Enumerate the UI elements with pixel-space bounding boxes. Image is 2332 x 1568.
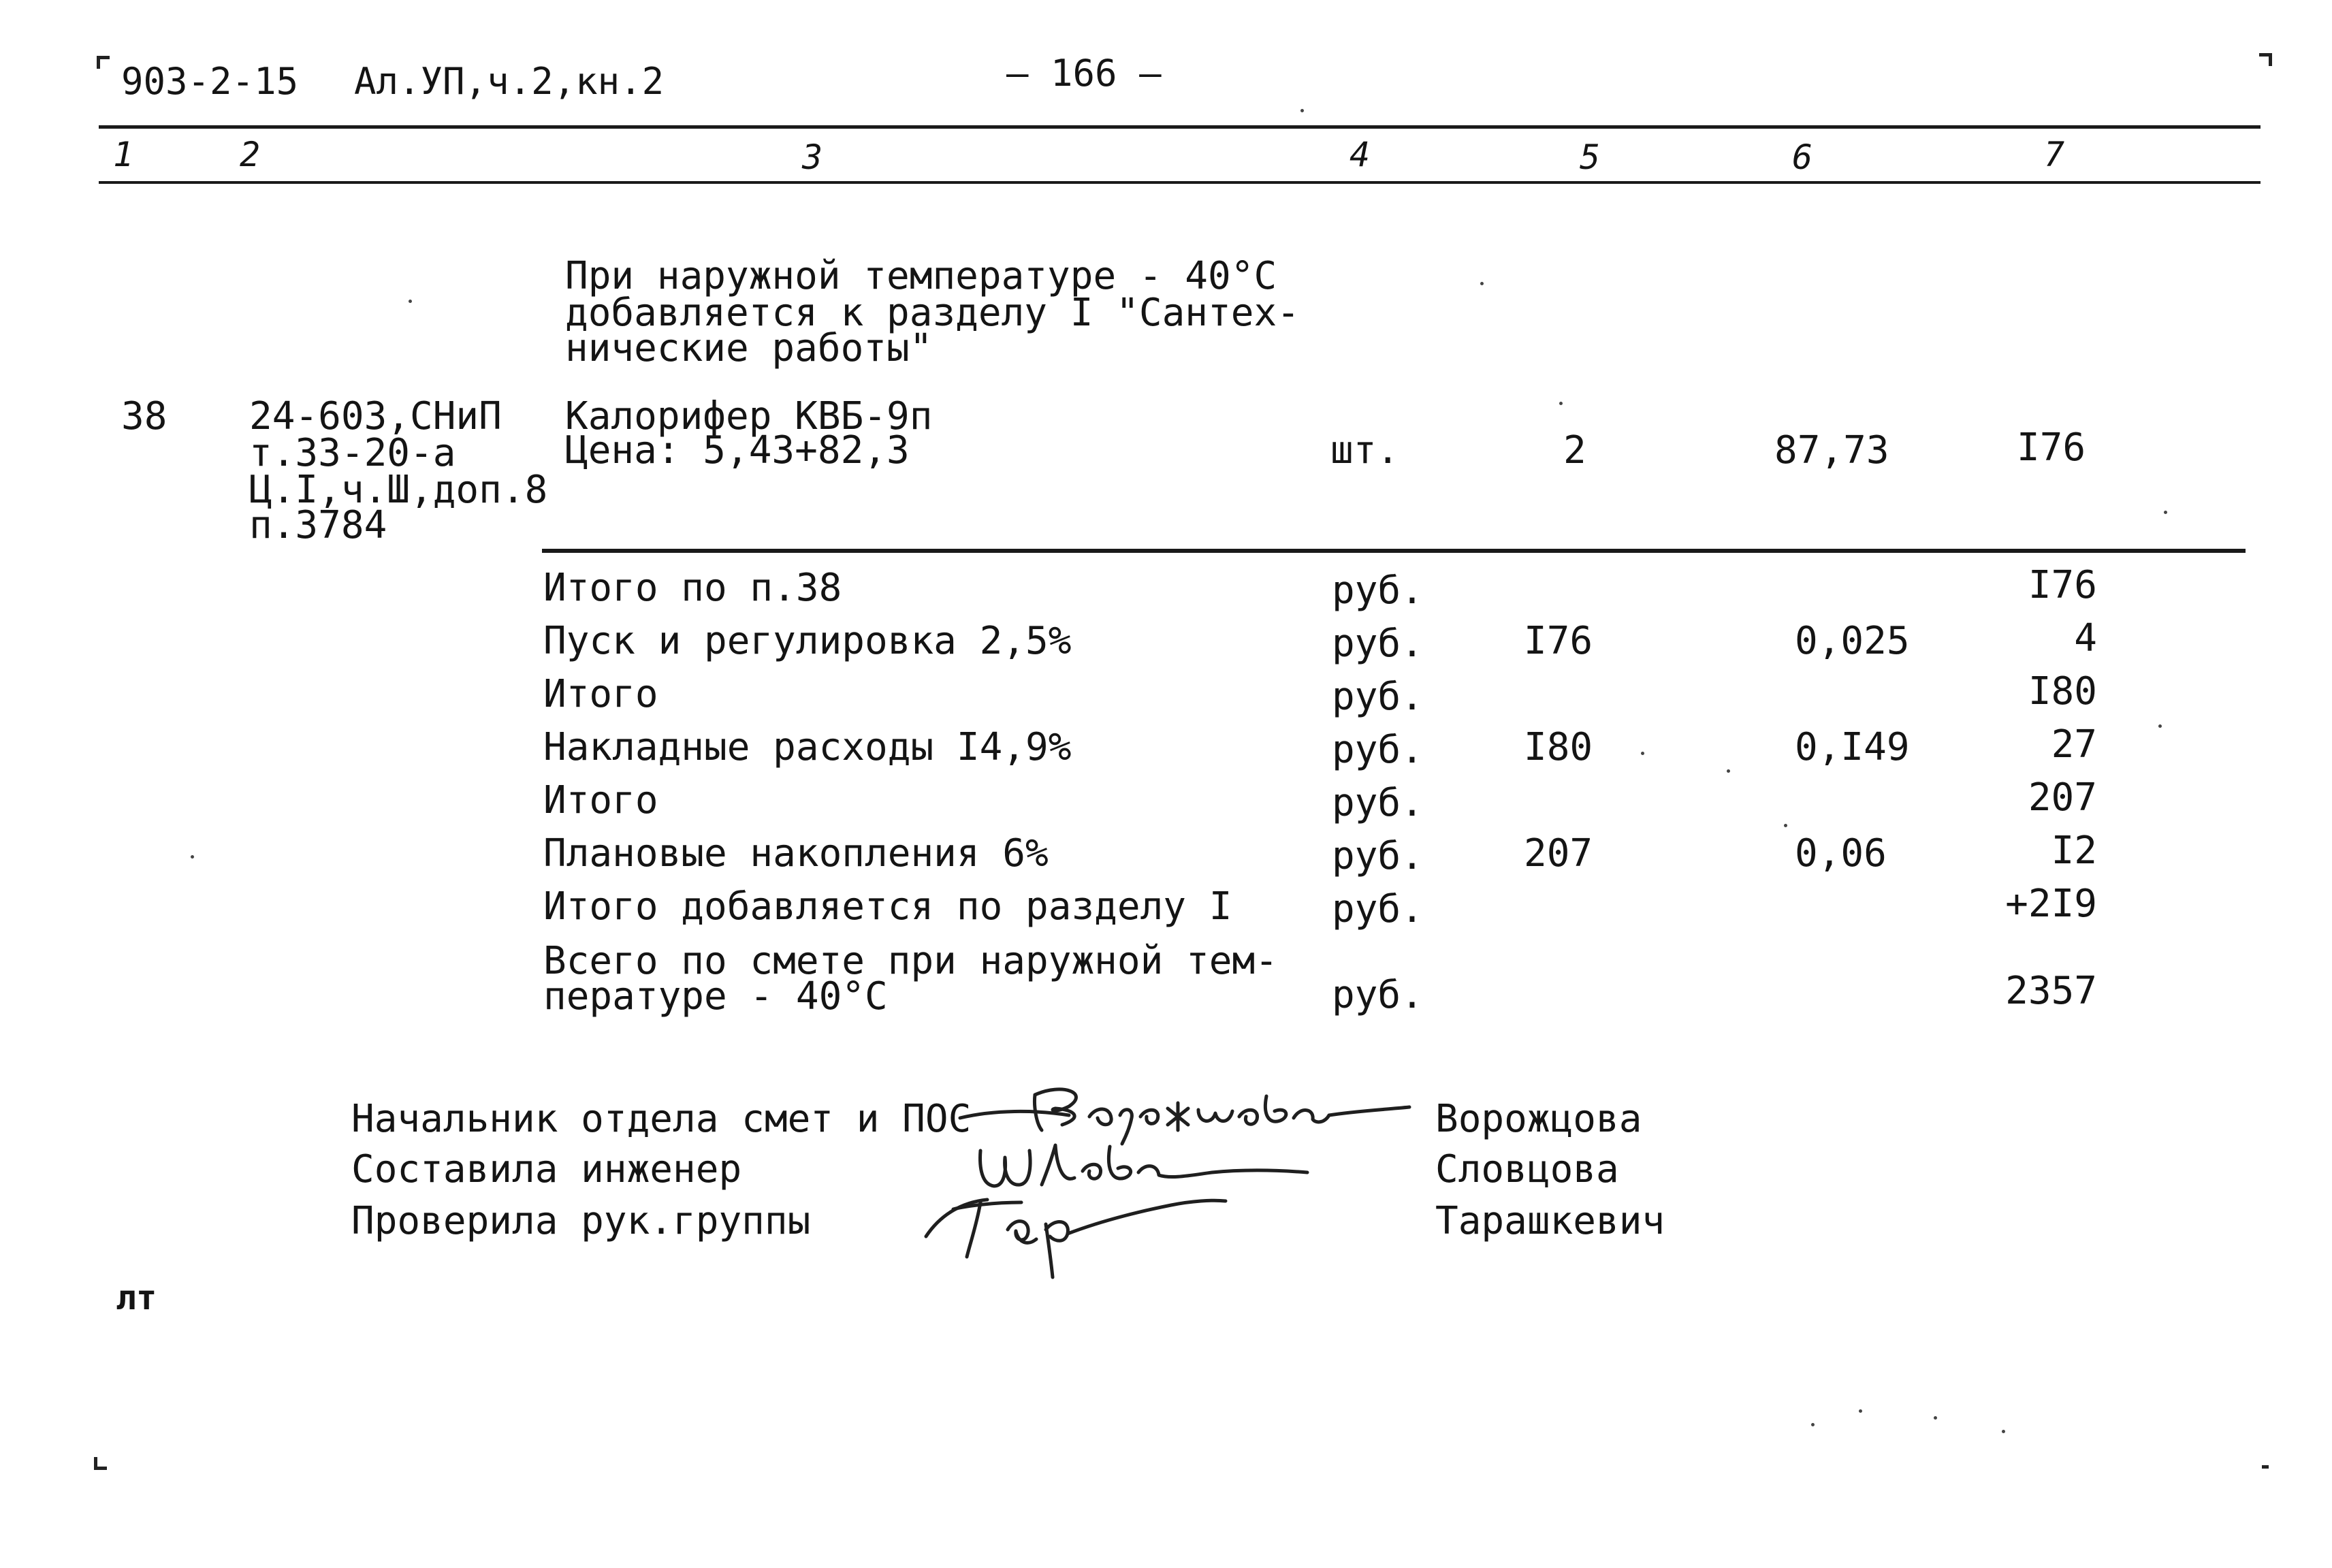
scan-speck <box>1641 752 1644 755</box>
scan-speck <box>1859 1409 1862 1413</box>
scan-speck <box>2158 724 2162 728</box>
summary-total: +2I9 <box>2005 882 2097 926</box>
summary-unit: руб. <box>1332 675 1424 719</box>
item-ref-line: п.3784 <box>249 503 387 547</box>
scan-speck <box>1811 1423 1815 1426</box>
column-number-1: 1 <box>113 135 134 174</box>
item-ref-line: 24-603,СНиП <box>249 394 502 438</box>
item-number: 38 <box>121 394 167 438</box>
grand-total-value: 2357 <box>2005 969 2097 1013</box>
note-line: нические работы" <box>565 326 933 370</box>
signature-name: Тарашкевич <box>1435 1199 1665 1243</box>
column-number-7: 7 <box>2044 135 2065 174</box>
signature-handwriting-tarashkevich <box>912 1175 1239 1284</box>
column-number-5: 5 <box>1580 138 1601 177</box>
item-qty: 2 <box>1563 428 1586 473</box>
summary-coef: 0,06 <box>1795 831 1887 876</box>
summary-label: Итого добавляется по разделу I <box>543 884 1232 929</box>
column-number-6: 6 <box>1792 138 1813 177</box>
signature-role: Начальник отдела смет и ПОС <box>351 1097 972 1141</box>
item-price: 87,73 <box>1774 428 1889 473</box>
scan-speck <box>1934 1416 1937 1420</box>
column-number-2: 2 <box>240 135 261 174</box>
summary-unit: руб. <box>1332 781 1424 825</box>
page-number: — 166 — <box>1006 52 1162 95</box>
summary-base: I80 <box>1524 725 1593 769</box>
corner-mark-top-right <box>2259 53 2272 66</box>
summary-total: I2 <box>2051 829 2097 873</box>
scan-speck <box>1480 282 1484 285</box>
summary-label: Итого по п.38 <box>543 566 842 610</box>
item-total: I76 <box>2017 426 2086 470</box>
note-line: добавляется к разделу I "Сантех- <box>565 291 1300 335</box>
summary-label: Пуск и регулировка 2,5% <box>543 619 1072 663</box>
signature-role: Составила инженер <box>351 1147 742 1191</box>
scan-speck <box>1559 402 1563 405</box>
header-rule-bottom <box>99 181 2261 184</box>
item-unit: шт. <box>1330 428 1400 473</box>
summary-unit: руб. <box>1332 887 1424 931</box>
item-price-line: Цена: 5,43+82,3 <box>565 428 910 473</box>
scan-speck <box>191 855 194 859</box>
grand-total-unit: руб. <box>1332 973 1424 1017</box>
item-separator-rule <box>542 549 2246 553</box>
summary-total: I80 <box>2028 669 2097 714</box>
summary-unit: руб. <box>1332 569 1424 613</box>
summary-base: 207 <box>1524 831 1593 876</box>
scan-speck <box>2164 511 2167 514</box>
footer-mark: лт <box>116 1278 157 1317</box>
corner-mark-bottom-right <box>2262 1456 2269 1469</box>
doc-code: 903-2-15 <box>121 60 299 103</box>
item-ref-line: Ц.I,ч.Ш,доп.8 <box>249 468 548 512</box>
summary-unit: руб. <box>1332 834 1424 878</box>
corner-mark-top-left <box>97 56 110 69</box>
header-rule-top <box>99 125 2261 129</box>
summary-total: 27 <box>2051 722 2097 767</box>
scan-speck <box>1784 824 1787 827</box>
summary-label: Накладные расходы I4,9% <box>543 725 1072 769</box>
note-line: При наружной температуре - 40°С <box>565 254 1277 298</box>
corner-mark-bottom-left <box>94 1457 107 1470</box>
signature-role: Проверила рук.группы <box>351 1199 811 1243</box>
album-ref: Ал.УП,ч.2,кн.2 <box>354 60 665 103</box>
signature-name: Ворожцова <box>1435 1097 1642 1141</box>
summary-unit: руб. <box>1332 728 1424 772</box>
summary-base: I76 <box>1524 619 1593 663</box>
scan-speck <box>2002 1430 2005 1433</box>
summary-label: Итого <box>543 672 658 716</box>
summary-label: Плановые накопления 6% <box>543 831 1049 876</box>
scan-speck <box>1727 769 1730 773</box>
signature-name: Словцова <box>1435 1147 1619 1191</box>
column-number-3: 3 <box>802 138 823 177</box>
summary-coef: 0,I49 <box>1795 725 1910 769</box>
item-name: Калорифер КВБ-9п <box>565 394 933 438</box>
grand-total-label-line: пературе - 40°С <box>543 974 888 1019</box>
summary-total: 4 <box>2074 616 2097 660</box>
summary-unit: руб. <box>1332 622 1424 666</box>
summary-coef: 0,025 <box>1795 619 1910 663</box>
summary-total: 207 <box>2028 775 2097 820</box>
column-number-4: 4 <box>1349 135 1371 174</box>
summary-label: Итого <box>543 778 658 822</box>
grand-total-label-line: Всего по смете при наружной тем- <box>543 939 1278 983</box>
scan-speck <box>409 300 412 303</box>
summary-total: I76 <box>2028 563 2097 607</box>
scan-speck <box>1300 109 1304 112</box>
item-ref-line: т.33-20-а <box>249 431 456 475</box>
